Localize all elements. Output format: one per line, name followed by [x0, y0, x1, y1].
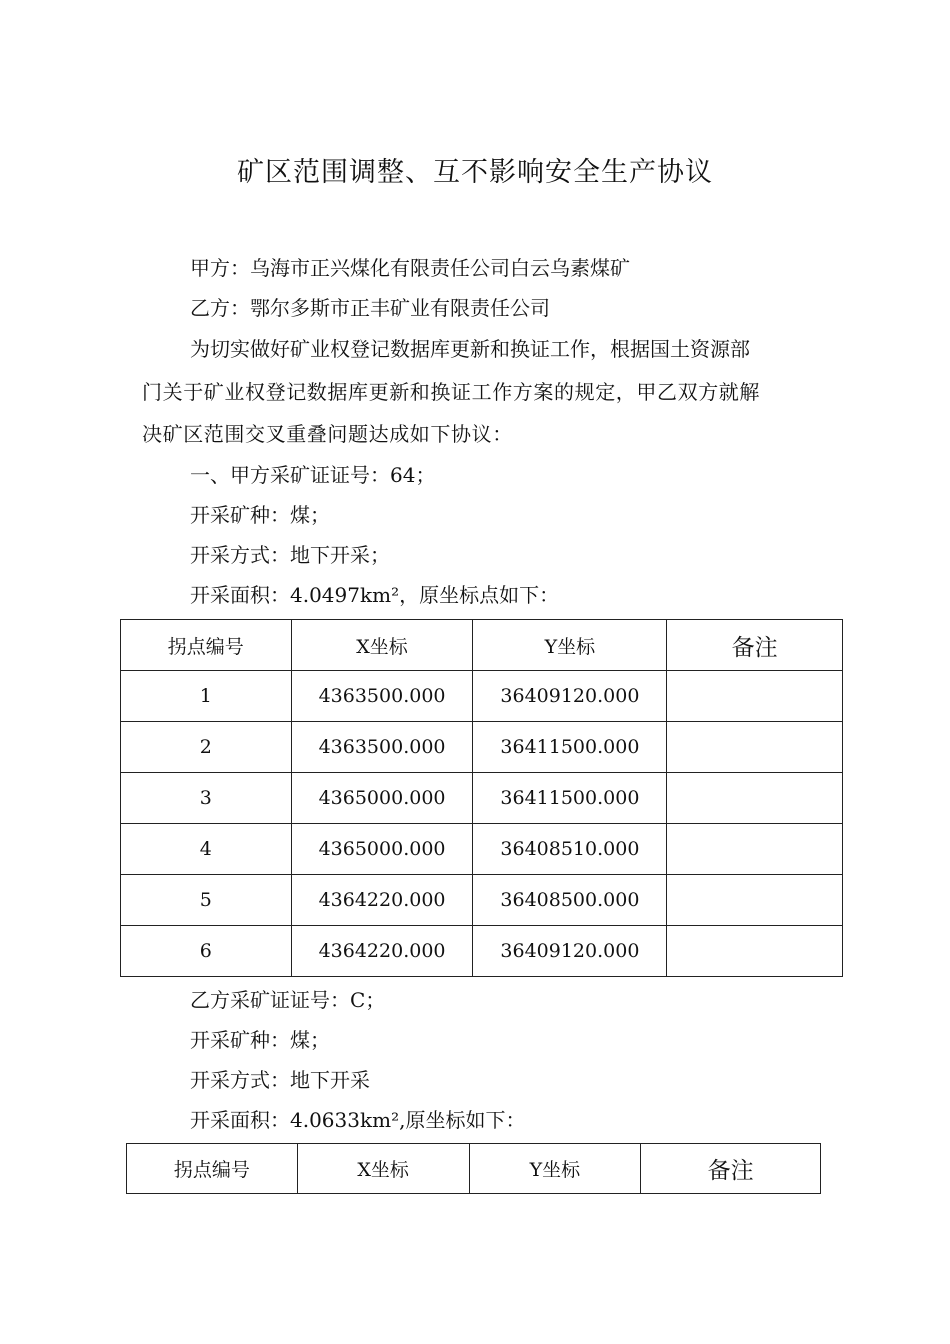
cell-y: 36411500.000 — [473, 773, 667, 824]
cell-y: 36408510.000 — [473, 824, 667, 875]
header-point-no: 拐点编号 — [127, 1144, 298, 1194]
table-header-row — [121, 620, 843, 671]
header-y: Y坐标 — [469, 1144, 641, 1194]
cell-y: 36409120.000 — [473, 926, 667, 977]
section-b-area: 开采面积：4.0633km²,原坐标如下： — [190, 1108, 526, 1132]
cell-x: 4363500.000 — [291, 671, 473, 722]
table-header-row — [127, 1144, 821, 1194]
cell-point-no: 5 — [121, 875, 292, 926]
section-b-mineral: 开采矿种：煤； — [190, 1028, 330, 1052]
table-row — [121, 824, 843, 875]
cell-x: 4364220.000 — [291, 875, 473, 926]
cell-y: 36409120.000 — [473, 671, 667, 722]
table-row — [121, 926, 843, 977]
cell-x: 4365000.000 — [291, 773, 473, 824]
cell-x: 4364220.000 — [291, 926, 473, 977]
section-b-method: 开采方式：地下开采 — [190, 1068, 370, 1092]
cell-y: 36408500.000 — [473, 875, 667, 926]
table-row — [121, 773, 843, 824]
page-title: 矿区范围调整、互不影响安全生产协议 — [237, 157, 713, 188]
table-row — [121, 671, 843, 722]
cell-note — [667, 824, 843, 875]
cell-y: 36411500.000 — [473, 722, 667, 773]
intro-line-1: 为切实做好矿业权登记数据库更新和换证工作，根据国土资源部 — [190, 337, 750, 361]
header-y: Y坐标 — [473, 620, 667, 671]
intro-line-3: 决矿区范围交叉重叠问题达成如下协议： — [142, 422, 513, 446]
cell-note — [667, 875, 843, 926]
header-note: 备注 — [641, 1144, 821, 1194]
header-point-no: 拐点编号 — [121, 620, 292, 671]
section-a-mineral: 开采矿种：煤； — [190, 503, 330, 527]
cell-note — [667, 671, 843, 722]
header-note: 备注 — [667, 620, 843, 671]
coordinate-table-a — [120, 619, 843, 977]
header-x: X坐标 — [291, 620, 473, 671]
cell-note — [667, 926, 843, 977]
cell-point-no: 4 — [121, 824, 292, 875]
table-row — [121, 875, 843, 926]
section-a-area: 开采面积：4.0497km²，原坐标点如下： — [190, 583, 560, 607]
cell-x: 4365000.000 — [291, 824, 473, 875]
table-row — [121, 722, 843, 773]
header-x: X坐标 — [297, 1144, 469, 1194]
intro-line-2: 门关于矿业权登记数据库更新和换证工作方案的规定，甲乙双方就解 — [142, 380, 760, 404]
section-a-license: 一、甲方采矿证证号：64； — [190, 463, 436, 487]
section-a-method: 开采方式：地下开采； — [190, 543, 390, 567]
cell-note — [667, 722, 843, 773]
party-a: 甲方：乌海市正兴煤化有限责任公司白云乌素煤矿 — [190, 256, 630, 280]
cell-point-no: 2 — [121, 722, 292, 773]
coordinate-table-b — [126, 1143, 821, 1194]
cell-point-no: 3 — [121, 773, 292, 824]
section-b-license: 乙方采矿证证号：C； — [190, 988, 386, 1012]
cell-x: 4363500.000 — [291, 722, 473, 773]
cell-point-no: 6 — [121, 926, 292, 977]
cell-point-no: 1 — [121, 671, 292, 722]
party-b: 乙方：鄂尔多斯市正丰矿业有限责任公司 — [190, 296, 550, 320]
cell-note — [667, 773, 843, 824]
